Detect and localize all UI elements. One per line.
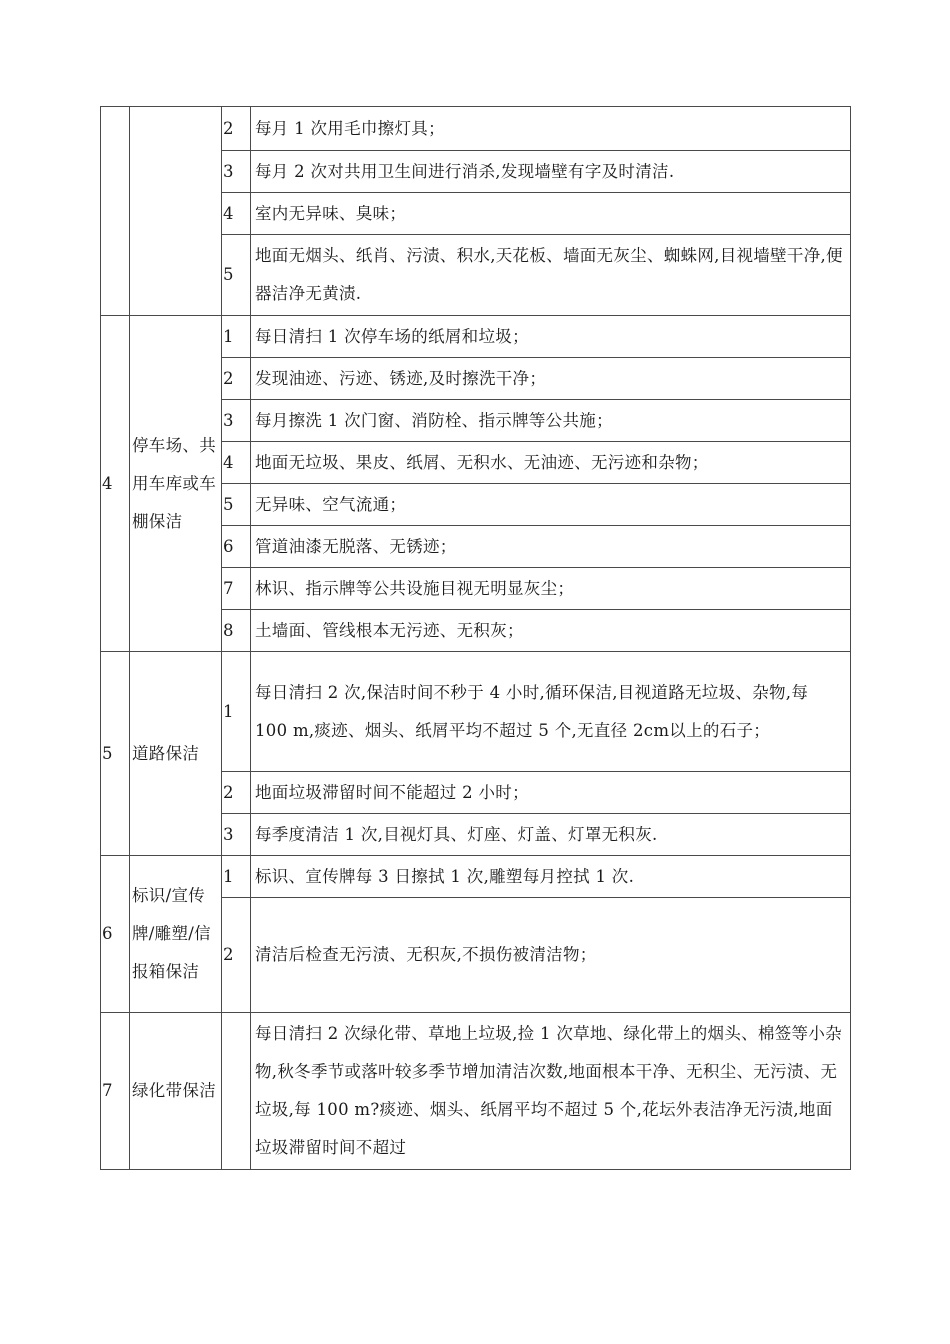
group-number [101, 107, 130, 316]
item-text: 发现油迹、污迹、锈迹,及时擦洗干净； [251, 358, 851, 400]
group-number: 7 [101, 1013, 130, 1170]
item-number: 4 [222, 442, 251, 484]
item-text: 每日清扫 2 次,保洁时间不秒于 4 小时,循环保洁,目视道路无垃圾、杂物,每 100 m,痰迹、烟头、纸屑平均不超过 5 个,无直径 2cm以上的石子； [251, 652, 851, 772]
item-text: 清洁后检查无污渍、无积灰,不损伤被清洁物； [251, 898, 851, 1013]
item-number: 7 [222, 568, 251, 610]
item-number: 3 [222, 814, 251, 856]
item-text: 每月擦洗 1 次门窗、消防栓、指示牌等公共施； [251, 400, 851, 442]
item-number: 5 [222, 235, 251, 316]
item-number: 2 [222, 107, 251, 151]
item-number: 5 [222, 484, 251, 526]
item-text: 土墙面、管线根本无污迹、无积灰； [251, 610, 851, 652]
item-number: 2 [222, 358, 251, 400]
group-number: 4 [101, 316, 130, 652]
group-number: 6 [101, 856, 130, 1013]
item-text: 林识、指示牌等公共设施目视无明显灰尘； [251, 568, 851, 610]
cleaning-standards-table [100, 106, 851, 1170]
table-row [101, 107, 851, 151]
item-number: 1 [222, 652, 251, 772]
table-row [101, 316, 851, 358]
group-category [130, 107, 222, 316]
group-category: 道路保洁 [130, 652, 222, 856]
item-text: 每日清扫 2 次绿化带、草地上垃圾,捡 1 次草地、绿化带上的烟头、棉签等小杂物,秋冬季节或落叶较多季节增加清洁次数,地面根本干净、无积尘、无污渍、无垃圾,每 100 m?痰迹、烟头、纸屑平均不超过 5 个,花坛外表洁净无污渍,地面垃圾滞留时间不超过 [251, 1013, 851, 1170]
item-text: 管道油漆无脱落、无锈迹； [251, 526, 851, 568]
item-number: 8 [222, 610, 251, 652]
item-text: 室内无异味、臭味； [251, 193, 851, 235]
table-row [101, 1013, 851, 1170]
group-number: 5 [101, 652, 130, 856]
item-text: 每月 1 次用毛巾擦灯具； [251, 107, 851, 151]
item-text: 地面垃圾滞留时间不能超过 2 小时； [251, 772, 851, 814]
group-category: 绿化带保洁 [130, 1013, 222, 1170]
item-number: 6 [222, 526, 251, 568]
item-number: 4 [222, 193, 251, 235]
table-row [101, 652, 851, 772]
group-category: 标识/宣传牌/雕塑/信报箱保洁 [130, 856, 222, 1013]
item-number: 3 [222, 400, 251, 442]
item-text: 地面无烟头、纸肖、污渍、积水,天花板、墙面无灰尘、蜘蛛网,目视墙壁干净,便器洁净无黄渍. [251, 235, 851, 316]
table-row [101, 856, 851, 898]
item-text: 每日清扫 1 次停车场的纸屑和垃圾； [251, 316, 851, 358]
item-number: 2 [222, 772, 251, 814]
item-text: 每季度清洁 1 次,目视灯具、灯座、灯盖、灯罩无积灰. [251, 814, 851, 856]
group-category: 停车场、共用车库或车棚保洁 [130, 316, 222, 652]
item-text: 标识、宣传牌每 3 日擦拭 1 次,雕塑每月控拭 1 次. [251, 856, 851, 898]
item-text: 地面无垃圾、果皮、纸屑、无积水、无油迹、无污迹和杂物； [251, 442, 851, 484]
item-text: 无异味、空气流通； [251, 484, 851, 526]
item-number [222, 1013, 251, 1170]
item-text: 每月 2 次对共用卫生间进行消杀,发现墙壁有字及时清洁. [251, 151, 851, 193]
item-number: 3 [222, 151, 251, 193]
item-number: 2 [222, 898, 251, 1013]
item-number: 1 [222, 316, 251, 358]
item-number: 1 [222, 856, 251, 898]
